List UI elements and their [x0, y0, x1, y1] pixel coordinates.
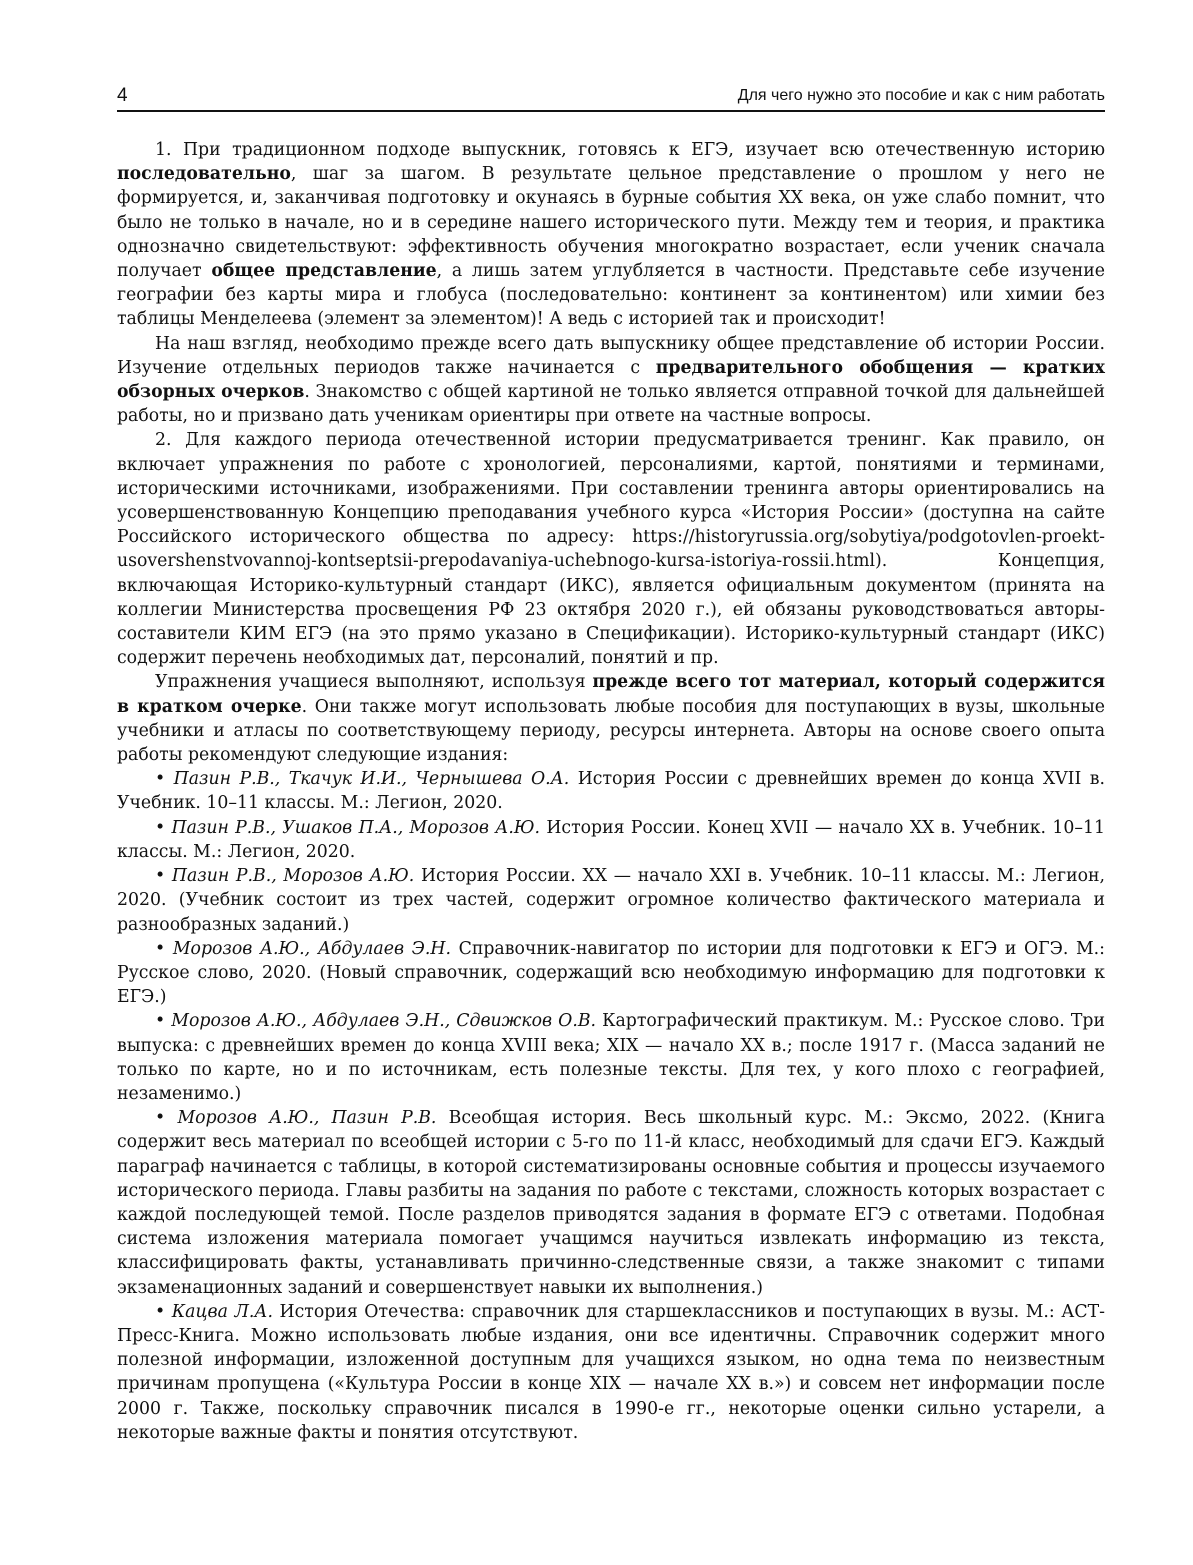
paragraph-text: 2. Для каждого периода отечественной истории предусматривается тренинг. Как правило, он включает упражнения по работе с хронологией, персоналиями, картой, понятиями и терминами, историческими источниками, изображениями. При составлении тренинга авторы ориентировались на усовершенствованную Концепцию преподавания учебного курса «История России» (доступна на сайте Российского исторического общества по адресу: https://historyrussia.org/sobytiya/podgotovlen-proekt-usovershenstvovannoj-kontseptsii-prepodavaniya-uchebnogo-kursa-istoriya-rossii.html). Концепция, включающая Историко-культурный стандарт (ИКС), является официальным документом (принята на коллегии Министерства просвещения РФ 23 октября 2020 г.), ей обязаны руководствоваться авторы-составители КИМ ЕГЭ (на это прямо указано в Спецификации). Историко-культурный стандарт (ИКС) содержит перечень необходимых дат, персоналий, понятий и пр. [117, 430, 1105, 669]
reference-text: Всеобщая история. Весь школьный курс. М.: Эксмо, 2022. (Книга содержит весь материал по всеобщей истории с 5-го по 11-й класс, необходимый для сдачи ЕГЭ. Каждый параграф начинается с таблицы, в которой систематизированы основные события и процессы изучаемого исторического периода. Главы разбиты на задания по работе с текстами, сложность которых возрастает с каждой последующей темой. После разделов приводятся задания в формате ЕГЭ с ответами. Подобная система изложения материала помогает учащимся научиться извлекать информацию из текста, классифицировать факты, устанавливать причинно-следственные связи, а также знакомит с типами экзаменационных заданий и совершенствует навыки их выполнения.) [117, 1108, 1105, 1298]
bullet-icon: • [155, 1011, 166, 1032]
bullet-icon: • [155, 769, 166, 790]
reference-authors: Кацва Л.А. [171, 1301, 273, 1322]
reference-text: Справочник-навигатор по истории для подготовки к ЕГЭ и ОГЭ. М.: Русское слово, 2020. (Новый справочник, содержащий всю необходимую информацию для подготовки к ЕГЭ.) [117, 938, 1105, 1008]
paragraph-text: , шаг за шагом. В результате цельное представление о прошлом у него не формируется, и, заканчивая подготовку и окунаясь в бурные события XX века, он уже слабо помнит, что было не только в начале, но и в середине нашего исторического пути. Между тем и теория, и практика однозначно свидетельствуют: эффективность обучения многократно возрастает, если ученик сначала получает [117, 164, 1105, 282]
reference-authors: Морозов А.Ю., Абдулаев Э.Н., Сдвижков О.В. [171, 1011, 597, 1032]
reference-authors: Морозов А.Ю., Абдулаев Э.Н. [172, 938, 451, 959]
reference-text: История Отечества: справочник для старшеклассников и поступающих в вузы. М.: АСТ-Пресс-Книга. Можно использовать любые издания, они все идентичны. Справочник содержит много полезной информации, изложенной доступным для учащихся языком, но одна тема по неизвестным причинам пропущена («Культура России в конце XIX — начале XX в.») и совсем нет информации после 2000 г. Также, поскольку справочник писался в 1990-е гг., некоторые оценки сильно устарели, а некоторые важные факты и понятия отсутствуют. [117, 1301, 1105, 1443]
reference-authors: Пазин Р.В., Ткачук И.И., Чернышева О.А. [173, 769, 570, 790]
reference-item [117, 864, 1105, 937]
paragraph-4 [117, 670, 1105, 767]
reference-authors: Пазин Р.В., Морозов А.Ю. [171, 866, 415, 887]
paragraph-text: . Они также могут использовать любые пособия для поступающих в вузы, школьные учебники и атласы по соответствующему периоду, ресурсы интернета. Авторы на основе своего опыта работы рекомендуют следующие издания: [117, 696, 1105, 766]
emphasis: последовательно [117, 164, 291, 185]
emphasis: общее представление [211, 261, 437, 282]
reference-item [117, 1106, 1105, 1300]
reference-authors: Пазин Р.В., Ушаков П.А., Морозов А.Ю. [171, 817, 541, 838]
paragraph-2 [117, 332, 1105, 429]
paragraph-text: 1. При традиционном подходе выпускник, готовясь к ЕГЭ, изучает всю отечественную историю [155, 140, 1105, 160]
reference-item [117, 937, 1105, 1010]
paragraph-text: . Знакомство с общей картиной не только является отправной точкой для дальнейшей работы, но и призвано дать ученикам ориентиры при ответе на частные вопросы. [117, 382, 1105, 427]
reference-text: Картографический практикум. М.: Русское слово. Три выпуска: с древнейших времен до конца XVIII века; XIX — начало XX в.; после 1917 г. (Масса заданий не только по карте, но и по источникам, есть полезные тексты. Для тех, у кого плохо с географией, незаменимо.) [117, 1011, 1105, 1104]
reference-item [117, 1300, 1105, 1445]
bullet-icon: • [155, 1108, 166, 1129]
reference-text: История России с древнейших времен до конца XVII в. Учебник. 10–11 классы. М.: Легион, 2020. [117, 769, 1105, 814]
emphasis: прежде всего тот материал, который содержится в кратком очерке [117, 672, 1105, 717]
running-title: Для чего нужно это пособие и как с ним работать [737, 87, 1105, 104]
paragraph-3 [117, 428, 1105, 670]
bullet-icon: • [155, 1301, 166, 1322]
paragraph-text: , а лишь затем углубляется в частности. Представьте себе изучение географии без карты мира и глобуса (последовательно: континент за континентом) или химии без таблицы Менделеева (элемент за элементом)! А ведь с историей так и происходит! [117, 261, 1105, 330]
reference-item [117, 816, 1105, 864]
bullet-icon: • [155, 938, 166, 959]
reference-text: История России. XX — начало XXI в. Учебник. 10–11 классы. М.: Легион, 2020. (Учебник состоит из трех частей, содержит огромное количество фактического материала и разнообразных заданий.) [117, 866, 1105, 935]
paragraph-1 [117, 138, 1105, 332]
emphasis: предварительного обобщения — кратких обзорных очерков [117, 357, 1105, 403]
bullet-icon: • [155, 817, 166, 838]
page-body [117, 138, 1105, 1445]
paragraph-text: Упражнения учащиеся выполняют, используя [155, 672, 593, 693]
reference-authors: Морозов А.Ю., Пазин Р.В. [177, 1108, 437, 1129]
page-number: 4 [117, 85, 128, 106]
paragraph-text: На наш взгляд, необходимо прежде всего дать выпускнику общее представление об истории России. Изучение отдельных периодов также начинается с [117, 333, 1105, 378]
bullet-icon: • [155, 866, 166, 887]
reference-item [117, 767, 1105, 815]
page-header [117, 84, 1105, 112]
reference-item [117, 1009, 1105, 1106]
reference-text: История России. Конец XVII — начало XX в. Учебник. 10–11 классы. М.: Легион, 2020. [117, 817, 1105, 862]
